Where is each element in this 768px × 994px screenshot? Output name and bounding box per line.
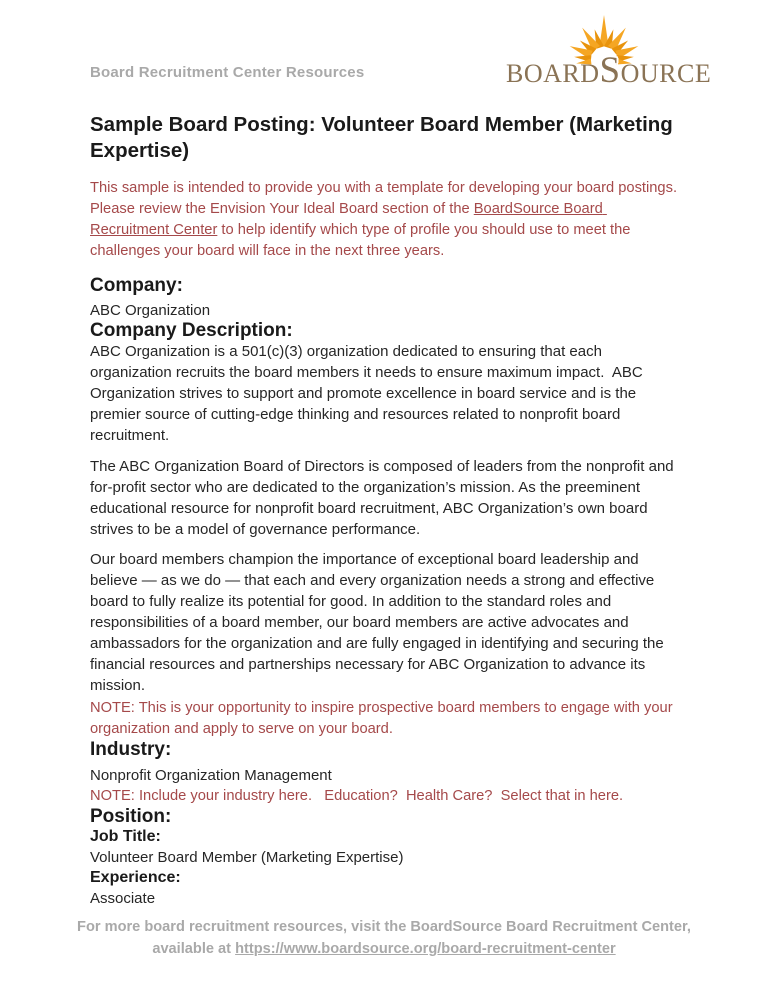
intro-text-post: to help identify which type of profile you should use to meet the challenges your board will face in the next three years. — [90, 221, 635, 259]
board-recruitment-center-link[interactable]: BoardSource Board Recruitment Center — [90, 200, 607, 238]
logo-letter-s: S — [599, 50, 621, 91]
experience-label: Experience: — [90, 869, 181, 887]
industry-value: Nonprofit Organization Management — [90, 767, 332, 785]
intro-text-pre: This sample is intended to provide you with a template for developing your board postings. Please review the Envision Your Ideal Board section of the — [90, 179, 686, 217]
company-description-heading: Company Description: — [90, 320, 293, 342]
company-description-paragraph: ABC Organization is a 501(c)(3) organization dedicated to ensuring that each organization recruits the board members it needs to ensure maximum impact. ABC Organization strives to support and promote excellence in board service and is the premier source of cutting-edge thinking and resources related to nonprofit board recruitment. — [90, 343, 647, 445]
industry-heading: Industry: — [90, 739, 172, 761]
experience-value: Associate — [90, 890, 156, 908]
industry-note: NOTE: Include your industry here. Education? Health Care? Select that in here. — [90, 788, 624, 805]
job-title-value: Volunteer Board Member (Marketing Expertise) — [90, 849, 404, 867]
company-heading: Company: — [90, 275, 183, 297]
job-title-label: Job Title: — [90, 828, 161, 846]
page-title: Sample Board Posting: Volunteer Board Member (Marketing Expertise) — [90, 113, 673, 162]
footer-line1: For more board recruitment resources, visit the BoardSource Board Recruitment Center, — [77, 919, 691, 935]
header-label: Board Recruitment Center Resources — [90, 64, 365, 81]
logo-word-board: BOARD — [506, 59, 600, 88]
company-description-paragraph: Our board members champion the importance of exceptional board leadership and believe — as we do — that each and every organization needs a strong and effective board to fully realize its potential for good. In addition to the standard roles and responsibilities of a board member, our board members are active advocates and ambassadors for the organization and are fully engaged in identifying and securing the financial resources and partnerships necessary for ABC Organization to advance its mission. — [90, 551, 668, 695]
company-description-paragraph: The ABC Organization Board of Directors is composed of leaders from the nonprofit and for-profit sector who are dedicated to the organization’s mission. As the preeminent educational resource for nonprofit board recruitment, ABC Organization’s own board strives to be a model of governance performance. — [90, 458, 678, 539]
company-value: ABC Organization — [90, 302, 211, 320]
logo-word-ource: OURCE — [620, 59, 712, 88]
footer-line2-pre: available at — [152, 941, 236, 957]
position-heading: Position: — [90, 806, 172, 828]
page-footer — [0, 916, 768, 960]
footer-line2 — [0, 938, 768, 960]
intro-note — [90, 178, 686, 262]
logo-wordmark — [506, 49, 711, 92]
footer-url-link[interactable]: https://www.boardsource.org/board-recruitment-center — [235, 941, 616, 957]
boardsource-logo — [506, 14, 718, 92]
company-description-note: NOTE: This is your opportunity to inspire prospective board members to engage with your organization and apply to serve on your board. — [90, 700, 677, 738]
